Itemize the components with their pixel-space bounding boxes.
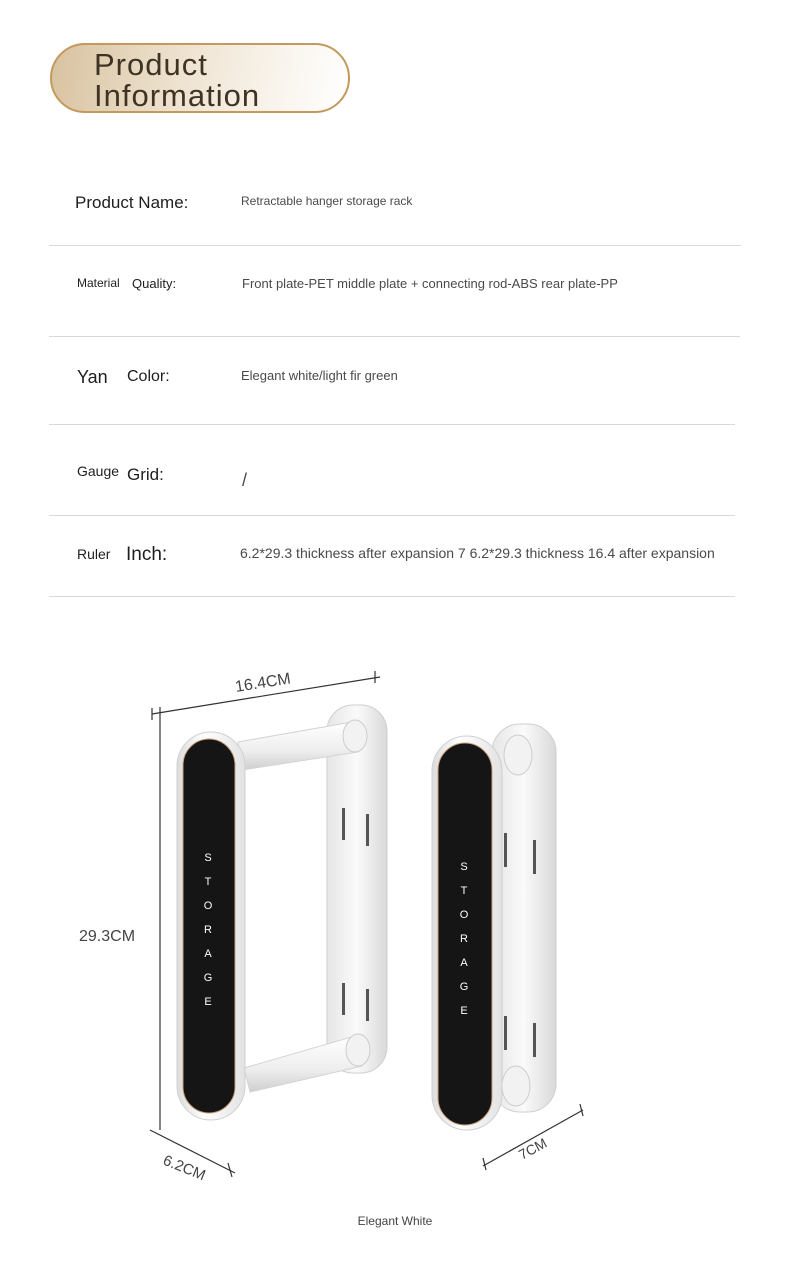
material-value: Front plate-PET middle plate + connecting rod-ABS rear plate-PP [242,276,618,291]
gauge-value: / [242,470,248,490]
gauge-label-prefix: Gauge [77,463,120,479]
depth-collapsed-label: 7CM [515,1134,550,1163]
storage-letter: T [204,876,212,888]
color-label: Color: [127,368,170,385]
material-label: Quality: [132,276,177,291]
color-value: Elegant white/light fir green [241,368,398,383]
section-title [94,49,260,111]
depth-dimension-label: 6.2CM [160,1151,208,1185]
row-divider [49,515,735,516]
size-label: Inch: [126,544,168,565]
storage-letter: R [204,924,212,936]
rack-expanded [177,705,387,1120]
section-title-badge [50,43,350,113]
storage-letter: A [204,948,212,960]
storage-letter: O [459,909,469,921]
section-title-line2: Information [94,78,261,113]
storage-letter: E [204,996,212,1008]
row-divider [49,245,741,246]
rack-collapsed [432,724,556,1130]
size-value: 6.2*29.3 thickness after expansion 7 6.2*29.3 thickness 16.4 after expansion [240,545,715,561]
product-name-label: Product Name: [75,193,189,212]
row-divider [49,596,735,597]
section-title-line1: Product [94,47,208,82]
storage-letter: S [460,861,468,873]
size-label-prefix: Ruler [77,546,111,562]
material-label-prefix: Material [77,276,120,290]
color-label-prefix: Yan [77,367,108,387]
gauge-label: Grid: [127,465,164,484]
width-dimension-label: 16.4CM [233,670,292,696]
storage-letter: G [459,981,469,993]
storage-letter: S [204,852,212,864]
image-caption: Elegant White [357,1214,433,1228]
height-dimension-label: 29.3CM [79,928,136,945]
row-divider [49,336,740,337]
storage-letter: G [203,972,213,984]
product-name-value: Retractable hanger storage rack [241,194,413,208]
row-divider [49,424,735,425]
product-illustration [0,640,790,1200]
storage-letter: E [460,1005,468,1017]
storage-letter: A [460,957,468,969]
storage-letter: R [460,933,468,945]
storage-letter: T [460,885,468,897]
storage-letter: O [203,900,213,912]
